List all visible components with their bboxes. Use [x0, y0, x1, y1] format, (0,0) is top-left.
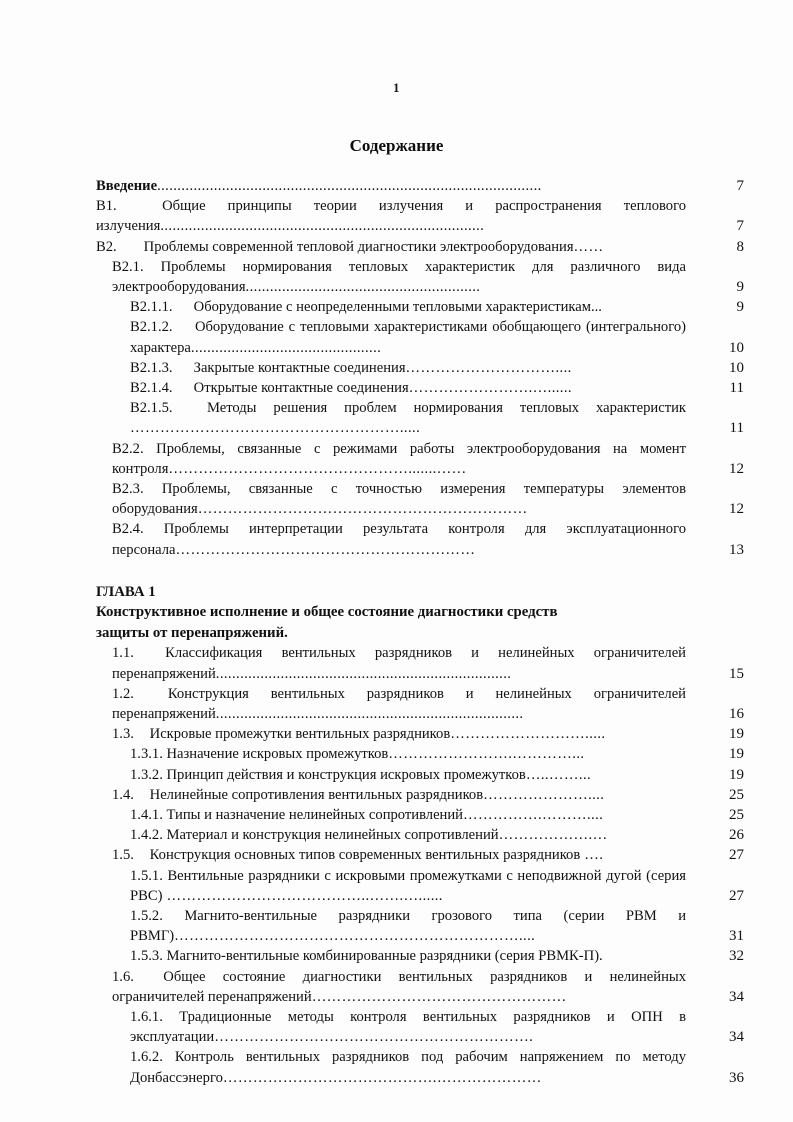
toc-entry-label: 1.6.2. — [130, 1049, 163, 1066]
toc-dot-leaders: .......................................................... — [245, 279, 481, 296]
toc-entry-title: Общее состояние диагностики вентильных разрядников и нелинейных ограничителей перенапряжений — [112, 968, 686, 1005]
toc-entry-title: Проблемы современной тепловой диагностики электрооборудования — [140, 238, 574, 255]
toc-entry-page-number: 13 — [729, 541, 744, 558]
toc-dot-leaders: ............................................................................ — [215, 705, 524, 722]
toc-entry-page-number: 11 — [729, 380, 744, 397]
toc-entry-label: В2.3. — [112, 481, 144, 498]
toc-entry-label: 1.3.1. — [130, 746, 163, 763]
toc-entry[interactable] — [96, 744, 744, 764]
toc-entry-label: В2.4. — [112, 521, 144, 538]
toc-entry-label: Введение — [96, 178, 158, 194]
toc-entry-title: Традиционные методы контроля вентильных разрядников и ОПН в эксплуатации — [130, 1009, 686, 1046]
toc-entry-page-number: 10 — [729, 359, 744, 376]
toc-entry-page-number: 27 — [729, 887, 744, 904]
toc-entry[interactable] — [96, 317, 744, 357]
toc-entry-label: 1.5.1. — [130, 867, 163, 884]
chapter-heading — [96, 582, 744, 644]
toc-entry-page-number: 10 — [729, 339, 744, 356]
toc-entry-title: Закрытые контактные соединения — [190, 359, 406, 376]
toc-entry-title: Общие принципы теории излучения и распространения теплового излучения — [96, 198, 686, 235]
toc-dot-leaders: ......................................................................... — [215, 665, 512, 682]
toc-entry-label: 1.5.3. — [130, 948, 163, 965]
toc-entry-text — [130, 1047, 692, 1087]
toc-entry[interactable] — [96, 866, 744, 906]
toc-entry[interactable] — [96, 643, 744, 683]
toc-dot-leaders: …………………………………..…….…...... — [162, 887, 443, 904]
toc-entry[interactable] — [96, 906, 744, 946]
toc-entry-page-number: 19 — [729, 746, 744, 763]
toc-dot-leaders: ………………………………………………………. — [214, 1029, 534, 1046]
toc-entry-text — [96, 237, 692, 257]
toc-entry-title: Магнито-вентильные комбинированные разрядники (серия РВМК-П). — [162, 948, 603, 965]
toc-section-introduction — [96, 176, 744, 560]
toc-entry[interactable] — [96, 257, 744, 297]
toc-entry-label: 1.4. — [112, 786, 134, 803]
toc-entry-page-number: 31 — [729, 928, 744, 945]
toc-entry-title: Принцип действия и конструкция искровых промежутков — [162, 766, 526, 783]
toc-entry-title: Контроль вентильных разрядников под рабочим напряжением по методу Донбассэнерго — [130, 1049, 686, 1086]
toc-entry[interactable] — [96, 358, 744, 378]
toc-entry-title: Методы решения проблем нормирования тепловых характеристик — [190, 400, 686, 417]
toc-entry-page-number: 7 — [736, 178, 744, 194]
toc-entry-label: 1.6.1. — [130, 1009, 163, 1026]
toc-dot-leaders: ………………………….... — [405, 359, 572, 376]
toc-entry-label: 1.5.2. — [130, 908, 163, 924]
toc-section-chapter-1 — [96, 643, 744, 1087]
toc-entry-text — [130, 825, 692, 845]
toc-entry-page-number: 12 — [729, 460, 744, 477]
toc-entry-title: Проблемы, связанные с режимами работы электрооборудования на момент контроля — [112, 440, 686, 477]
page-folio-number: 1 — [393, 80, 400, 95]
toc-entry-text — [130, 378, 692, 398]
toc-entry-text — [112, 643, 692, 683]
toc-entry-label: 1.3. — [112, 726, 134, 743]
toc-entry[interactable] — [96, 479, 744, 519]
toc-entry-text — [112, 257, 692, 297]
toc-dot-leaders: …………………………………………………… — [175, 541, 476, 558]
toc-dot-leaders: ………………………..... — [450, 726, 606, 743]
chapter-title-line-1: Конструктивное исполнение и общее состояние диагностики средств — [96, 604, 558, 621]
chapter-title-line-2: защиты от перенапряжений. — [96, 624, 288, 641]
toc-entry-page-number: 7 — [736, 218, 744, 235]
toc-entry[interactable] — [96, 967, 744, 1007]
toc-dot-leaders: …… — [573, 238, 604, 255]
toc-entry-label: 1.2. — [112, 685, 134, 702]
toc-entry-page-number: 8 — [736, 238, 744, 255]
toc-entry[interactable] — [96, 1047, 744, 1087]
toc-entry-title: Проблемы, связанные с точностью измерения температуры элементов оборудования — [112, 481, 686, 518]
toc-dot-leaders: …………….……….... — [463, 806, 604, 823]
toc-entry-text — [130, 1007, 692, 1047]
toc-entry[interactable] — [96, 724, 744, 744]
toc-entry-title: Конструкция вентильных разрядников и нелинейных ограничителей перенапряжений — [112, 685, 686, 722]
toc-entry-text — [130, 358, 692, 378]
toc-entry-page-number: 34 — [729, 988, 744, 1005]
toc-entry-title: Проблемы нормирования тепловых характеристик для различного вида электрооборудования — [112, 258, 686, 296]
toc-entry-text — [112, 724, 692, 744]
toc-dot-leaders: …………………………………………… — [311, 988, 567, 1005]
toc-entry-page-number: 11 — [729, 420, 744, 437]
toc-entry-label: 1.3.2. — [130, 766, 163, 783]
toc-dot-leaders: ………………………………………….......…… — [168, 460, 467, 477]
toc-entry[interactable] — [96, 378, 744, 398]
toc-dot-leaders: ............................................... — [190, 339, 382, 356]
toc-dot-leaders: ………………………………………………………… — [197, 501, 528, 518]
toc-entry-page-number: 15 — [729, 665, 744, 682]
toc-entry-title: Материал и конструкция нелинейных сопротивлений — [162, 827, 499, 844]
chapter-number: ГЛАВА 1 — [96, 583, 156, 600]
toc-entry-page-number: 34 — [729, 1029, 744, 1046]
toc-dot-leaders: ………………….... — [483, 786, 605, 803]
toc-entry[interactable] — [96, 297, 744, 317]
toc-entry-title: Конструкция основных типов современных вентильных разрядников — [146, 847, 581, 864]
toc-entry-title: Классификация вентильных разрядников и нелинейных ограничителей перенапряжений — [112, 645, 686, 682]
toc-entry-text — [130, 946, 692, 966]
toc-entry-label: 1.1. — [112, 645, 134, 662]
toc-entry-text — [130, 906, 692, 946]
toc-entry-text — [130, 805, 692, 825]
toc-entry[interactable] — [96, 825, 744, 845]
toc-entry-page-number: 19 — [729, 766, 744, 783]
toc-entry-text — [112, 684, 692, 724]
toc-entry-page-number: 9 — [736, 279, 744, 296]
toc-dot-leaders: ............................................................................................... — [157, 178, 542, 194]
toc-entry-label: В2.1.4. — [130, 380, 173, 397]
toc-entry-page-number: 27 — [729, 847, 744, 864]
toc-entry-page-number: 32 — [729, 948, 744, 965]
toc-entry-text — [130, 317, 692, 357]
toc-entry-label: В2.1. — [112, 258, 144, 275]
toc-entry-page-number: 25 — [729, 786, 744, 803]
toc-entry-page-number: 12 — [729, 501, 744, 518]
toc-entry-title: Оборудование с тепловыми характеристиками обобщающего (интегрального) характера — [130, 319, 686, 356]
toc-entry[interactable] — [96, 805, 744, 825]
toc-entry-title: Магнито-вентильные разрядники грозового типа (серии РВМ и РВМГ) — [130, 908, 686, 945]
toc-entry-label: В2. — [96, 238, 117, 255]
toc-entry-label: 1.4.1. — [130, 806, 163, 823]
toc-entry-label: 1.5. — [112, 847, 134, 864]
toc-entry-page-number: 9 — [736, 299, 744, 316]
toc-entry-page-number: 25 — [729, 806, 744, 823]
toc-entry[interactable] — [96, 237, 744, 257]
toc-dot-leaders: …………………….…………... — [388, 746, 585, 763]
toc-entry-page-number: 19 — [729, 726, 744, 743]
toc-entry-text — [112, 967, 692, 1007]
toc-entry-text — [130, 866, 692, 906]
toc-entry-text — [130, 744, 692, 764]
page-title: Содержание — [349, 136, 444, 155]
toc-entry-label: В1. — [96, 198, 117, 215]
toc-entry-title: Искровые промежутки вентильных разрядников — [146, 726, 451, 743]
toc-entry-title: Оборудование с неопределенными тепловыми характеристикам... — [190, 299, 602, 316]
toc-entry-text — [130, 297, 692, 317]
toc-entry-text — [96, 176, 692, 196]
toc-entry-title: Нелинейные сопротивления вентильных разрядников — [146, 786, 484, 803]
toc-entry-page-number: 16 — [729, 705, 744, 722]
toc-dot-leaders: …………………….…...... — [408, 380, 572, 397]
toc-entry-label: В2.1.2. — [130, 319, 173, 336]
toc-dot-leaders: ………………………………………………..... — [130, 420, 421, 437]
toc-entry-text — [130, 765, 692, 785]
toc-entry-text — [96, 196, 692, 236]
toc-entry[interactable] — [96, 845, 744, 865]
toc-entry-label: В2.1.1. — [130, 299, 173, 316]
toc-dot-leaders: …………………………………………………………….... — [174, 928, 536, 945]
toc-entry-page-number: 26 — [729, 827, 744, 844]
toc-dot-leaders: ……………….… — [498, 827, 608, 844]
toc-entry[interactable] — [96, 439, 744, 479]
toc-dot-leaders: …..……... — [525, 766, 592, 783]
toc-dot-leaders: ................................................................................ — [160, 218, 485, 235]
toc-entry-label: 1.4.2. — [130, 827, 163, 844]
toc-entry-text — [112, 479, 692, 519]
toc-entry-title: Открытые контактные соединения — [190, 380, 409, 397]
toc-entry-title: Проблемы интерпретации результата контроля для эксплуатационного персонала — [112, 521, 686, 558]
toc-entry-label: В2.1.3. — [130, 359, 173, 376]
table-of-contents — [96, 176, 744, 1088]
toc-entry-text — [112, 519, 692, 559]
toc-entry[interactable] — [96, 196, 744, 236]
toc-entry[interactable] — [96, 765, 744, 785]
toc-entry[interactable] — [96, 684, 744, 724]
toc-entry-text — [112, 785, 692, 805]
toc-entry-text — [112, 845, 692, 865]
toc-entry-title: Типы и назначение нелинейных сопротивлений — [162, 806, 463, 823]
toc-entry[interactable] — [96, 1007, 744, 1047]
toc-entry-text — [112, 439, 692, 479]
toc-entry-page-number: 36 — [729, 1069, 744, 1086]
toc-entry[interactable] — [96, 398, 744, 438]
toc-entry[interactable] — [96, 785, 744, 805]
toc-entry-title: Вентильные разрядники с искровыми промежутками с неподвижной дугой (серия РВС) — [130, 867, 686, 904]
toc-entry-text — [130, 398, 692, 438]
toc-entry[interactable] — [96, 176, 744, 196]
toc-dot-leaders: …. — [580, 847, 604, 864]
toc-entry[interactable] — [96, 946, 744, 966]
toc-entry-title: Назначение искровых промежутков — [162, 746, 389, 763]
toc-entry-label: В2.2. — [112, 440, 144, 457]
toc-entry[interactable] — [96, 519, 744, 559]
toc-entry-label: 1.6. — [112, 968, 134, 985]
toc-entry-label: В2.1.5. — [130, 400, 173, 417]
toc-dot-leaders: …………………………………….………………… — [222, 1069, 542, 1086]
